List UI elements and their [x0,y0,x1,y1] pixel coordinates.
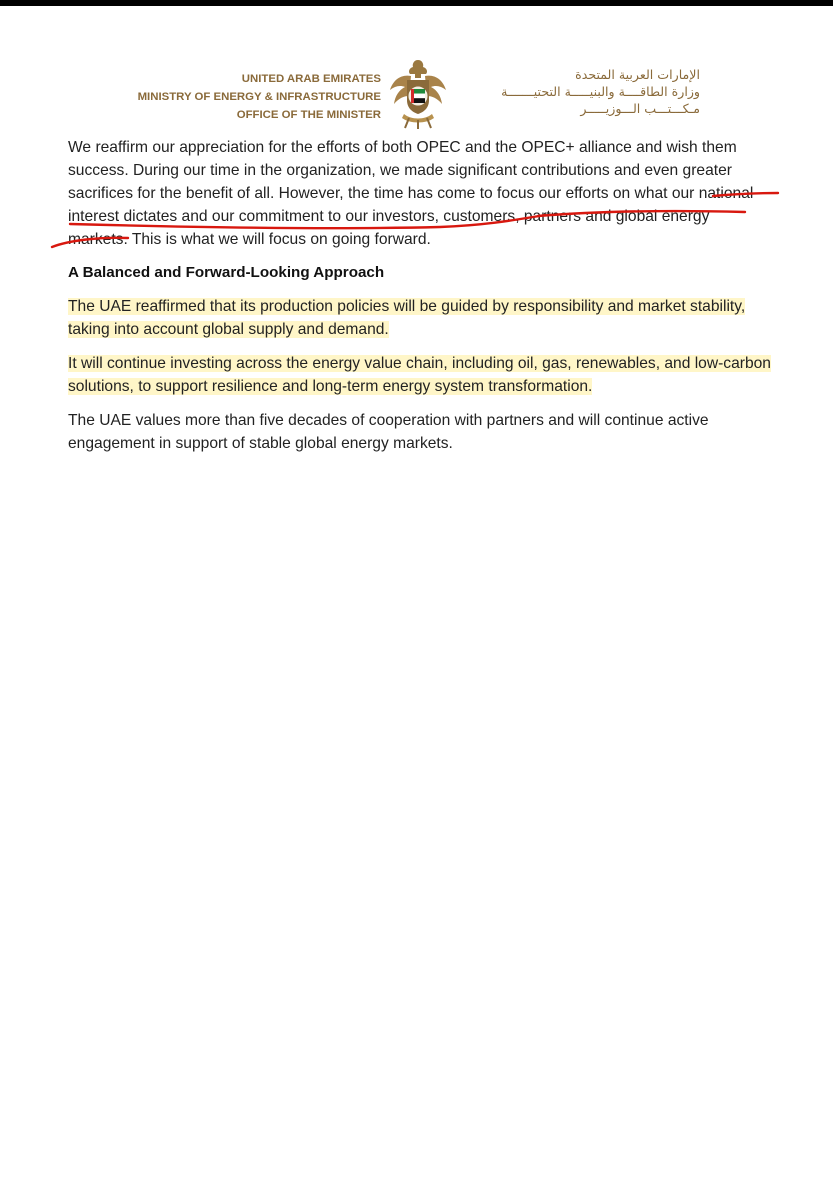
statement-line: markets. This is what we will focus on going forward. [68,231,431,248]
letterhead-arabic-country: الإمارات العربية المتحدة [575,67,700,82]
highlighted-paragraph-investment [68,352,788,398]
cooperation-paragraph [68,409,788,455]
letterhead-country: UNITED ARAB EMIRATES [241,73,381,85]
paragraph-line: engagement in support of stable global energy markets. [68,435,453,452]
uae-falcon-emblem-icon [387,56,449,130]
section-heading: A Balanced and Forward-Looking Approach [68,264,385,281]
highlighted-line: The UAE reaffirmed that its production policies will be guided by responsibility and market stability, [68,298,746,315]
letterhead-arabic-office: مـكـــتـــب الـــوزيـــــر [580,101,700,116]
paragraph-line: The UAE values more than five decades of cooperation with partners and will continue active [68,412,709,429]
letterhead-arabic [458,66,700,117]
statement-line: sacrifices for the benefit of all. However, the time has come to focus our efforts on what our national [68,185,754,202]
highlighted-line: It will continue investing across the energy value chain, including oil, gas, renewables, and low-carbon [68,355,771,372]
letterhead-arabic-ministry: وزارة الطاقــــة والبنيـــــة التحتيـــــــة [501,84,700,99]
statement-line: interest dictates and our commitment to our investors, customers, partners and global energy [68,208,710,225]
letterhead [0,58,833,132]
statement-line: success. During our time in the organization, we made significant contributions and even greater [68,162,732,179]
highlighted-line: solutions, to support resilience and long-term energy system transformation. [68,378,593,395]
letterhead-office: OFFICE OF THE MINISTER [236,109,381,121]
letterhead-english [138,70,381,124]
highlighted-line: taking into account global supply and demand. [68,321,389,338]
highlighted-paragraph-production-policy [68,295,788,341]
letterhead-ministry: MINISTRY OF ENERGY & INFRASTRUCTURE [137,91,381,103]
statement-line: We reaffirm our appreciation for the efforts of both OPEC and the OPEC+ alliance and wish them [68,139,737,156]
statement-paragraph [68,136,783,251]
